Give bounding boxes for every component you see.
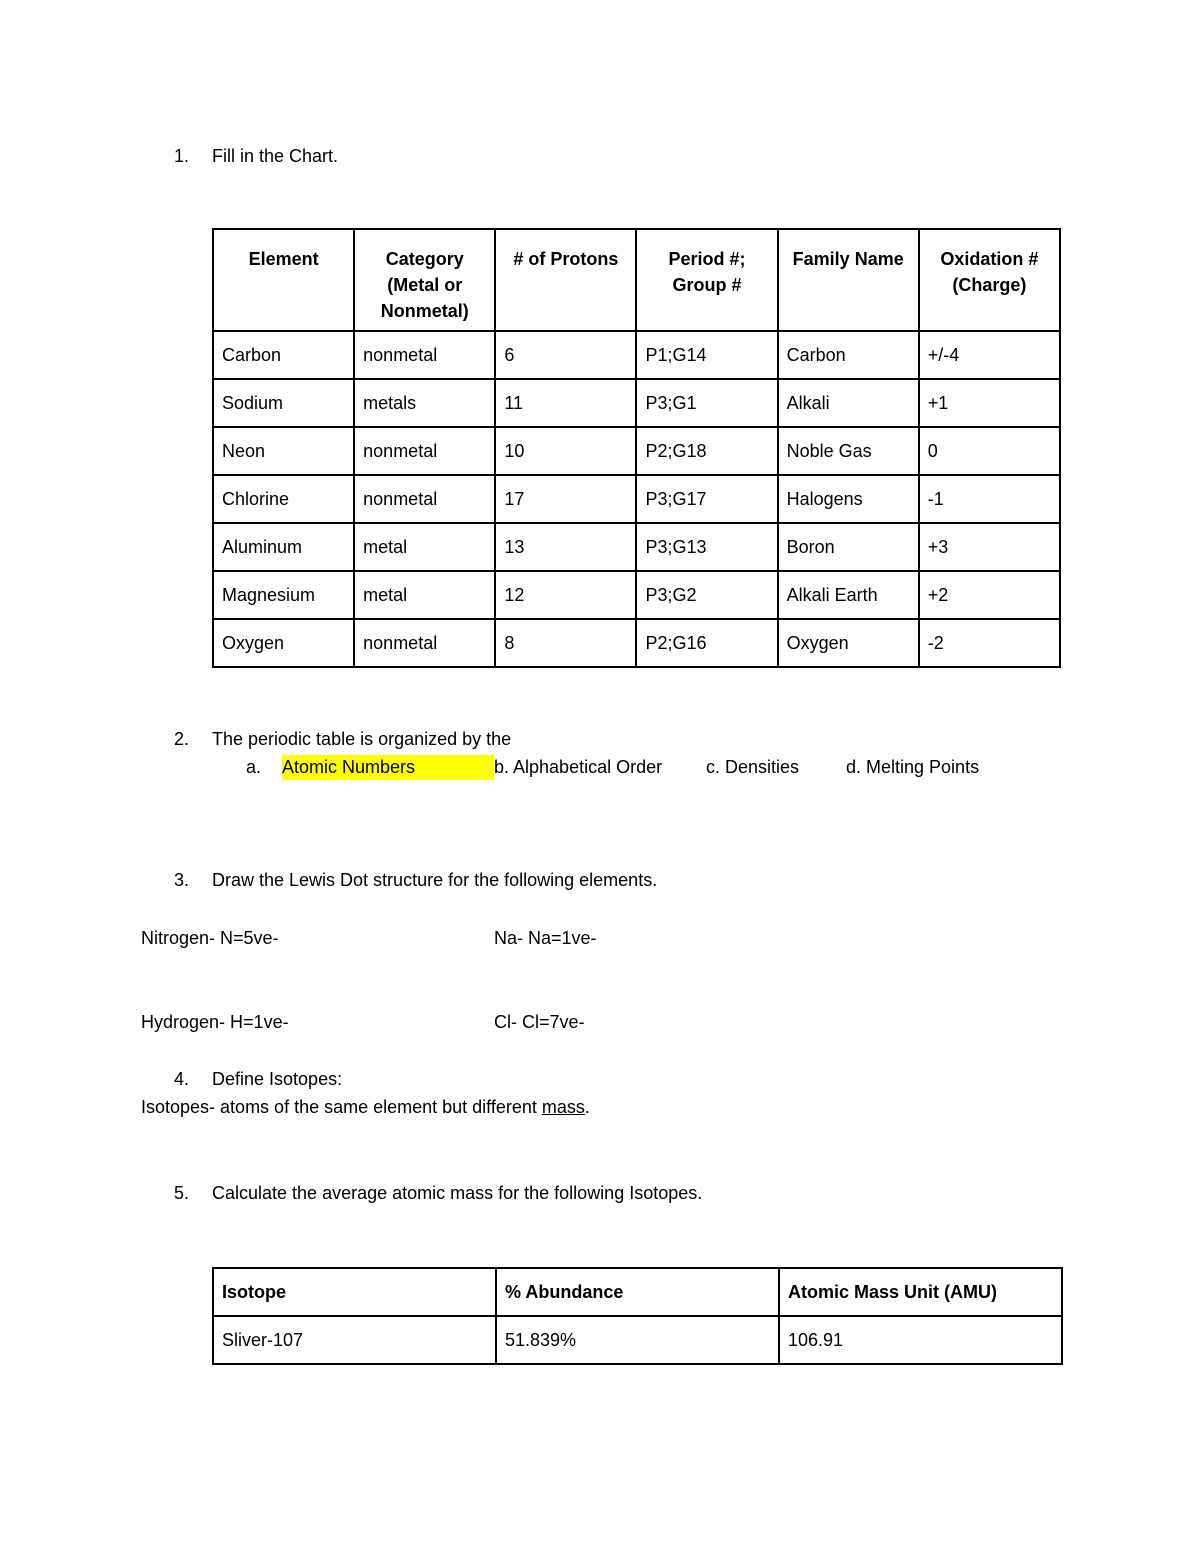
cell-protons: 11 [495,379,636,427]
table-row [213,427,1060,475]
q2-option-d: d. Melting Points [846,757,980,777]
cell-protons: 6 [495,331,636,379]
header-isotope: Isotope [213,1268,496,1316]
cell-period-group: P2;G16 [636,619,777,667]
cell-protons: 10 [495,427,636,475]
cell-oxidation: +/-4 [919,331,1060,379]
header-element: Element [213,229,354,331]
isotope-definition [141,1097,590,1118]
q1-text: Fill in the Chart. [212,146,339,166]
cell-oxidation: -2 [919,619,1060,667]
cell-period-group: P3;G13 [636,523,777,571]
cell-element: Sodium [213,379,354,427]
cell-protons: 13 [495,523,636,571]
cell-period-group: P2;G18 [636,427,777,475]
cell-family: Oxygen [778,619,919,667]
cell-family: Carbon [778,331,919,379]
elements-chart-header-row [213,229,1060,331]
cell-category: metal [354,571,495,619]
cell-protons: 17 [495,475,636,523]
header-amu: Atomic Mass Unit (AMU) [779,1268,1062,1316]
header-family-name: Family Name [778,229,919,331]
q2-option-a-letter: a. [246,757,262,777]
cell-family: Noble Gas [778,427,919,475]
cell-protons: 12 [495,571,636,619]
lewis-nitrogen: Nitrogen- N=5ve- [141,928,279,948]
cell-period-group: P3;G2 [636,571,777,619]
cell-element: Chlorine [213,475,354,523]
lewis-chlorine: Cl- Cl=7ve- [494,1012,585,1032]
header-category: Category (Metal or Nonmetal) [354,229,495,331]
table-row [213,523,1060,571]
q4-text: Define Isotopes: [212,1069,343,1089]
cell-abundance: 51.839% [496,1316,779,1364]
isotope-definition-prefix: Isotopes- atoms of the same element but different [141,1097,542,1117]
isotope-chart-header-row [213,1268,1062,1316]
cell-family: Alkali [778,379,919,427]
header-period-group: Period #; Group # [636,229,777,331]
table-row [213,331,1060,379]
cell-element: Magnesium [213,571,354,619]
table-row [213,1316,1062,1364]
cell-family: Halogens [778,475,919,523]
elements-chart [212,228,1061,668]
cell-protons: 8 [495,619,636,667]
q5-text: Calculate the average atomic mass for the following Isotopes. [212,1183,703,1203]
table-row [213,475,1060,523]
cell-oxidation: -1 [919,475,1060,523]
isotope-chart [212,1267,1063,1365]
q2-option-c: c. Densities [706,757,800,777]
cell-element: Aluminum [213,523,354,571]
q4-number: 4. [174,1069,190,1089]
cell-category: nonmetal [354,475,495,523]
cell-family: Alkali Earth [778,571,919,619]
cell-element: Oxygen [213,619,354,667]
q1-number: 1. [174,146,190,166]
table-row [213,619,1060,667]
header-abundance: % Abundance [496,1268,779,1316]
cell-oxidation: 0 [919,427,1060,475]
cell-period-group: P3;G17 [636,475,777,523]
cell-category: nonmetal [354,619,495,667]
cell-isotope: Sliver-107 [213,1316,496,1364]
cell-period-group: P1;G14 [636,331,777,379]
q2-option-a [282,755,494,780]
q2-option-a-answer: Atomic Numbers [282,755,494,780]
cell-oxidation: +3 [919,523,1060,571]
cell-family: Boron [778,523,919,571]
isotope-definition-keyword: mass [541,1097,585,1117]
header-oxidation: Oxidation # (Charge) [919,229,1060,331]
table-row [213,571,1060,619]
cell-category: nonmetal [354,331,495,379]
lewis-sodium: Na- Na=1ve- [494,928,597,948]
cell-oxidation: +2 [919,571,1060,619]
q2-text: The periodic table is organized by the [212,729,512,749]
q2-number: 2. [174,729,190,749]
q3-number: 3. [174,870,190,890]
isotope-definition-suffix: . [584,1097,590,1117]
lewis-hydrogen: Hydrogen- H=1ve- [141,1012,289,1032]
header-protons: # of Protons [495,229,636,331]
cell-category: metals [354,379,495,427]
cell-element: Carbon [213,331,354,379]
table-row [213,379,1060,427]
q3-text: Draw the Lewis Dot structure for the following elements. [212,870,658,890]
q5-number: 5. [174,1183,190,1203]
cell-category: metal [354,523,495,571]
cell-amu: 106.91 [779,1316,1062,1364]
q2-option-b: b. Alphabetical Order [494,757,663,777]
cell-oxidation: +1 [919,379,1060,427]
cell-element: Neon [213,427,354,475]
cell-period-group: P3;G1 [636,379,777,427]
cell-category: nonmetal [354,427,495,475]
